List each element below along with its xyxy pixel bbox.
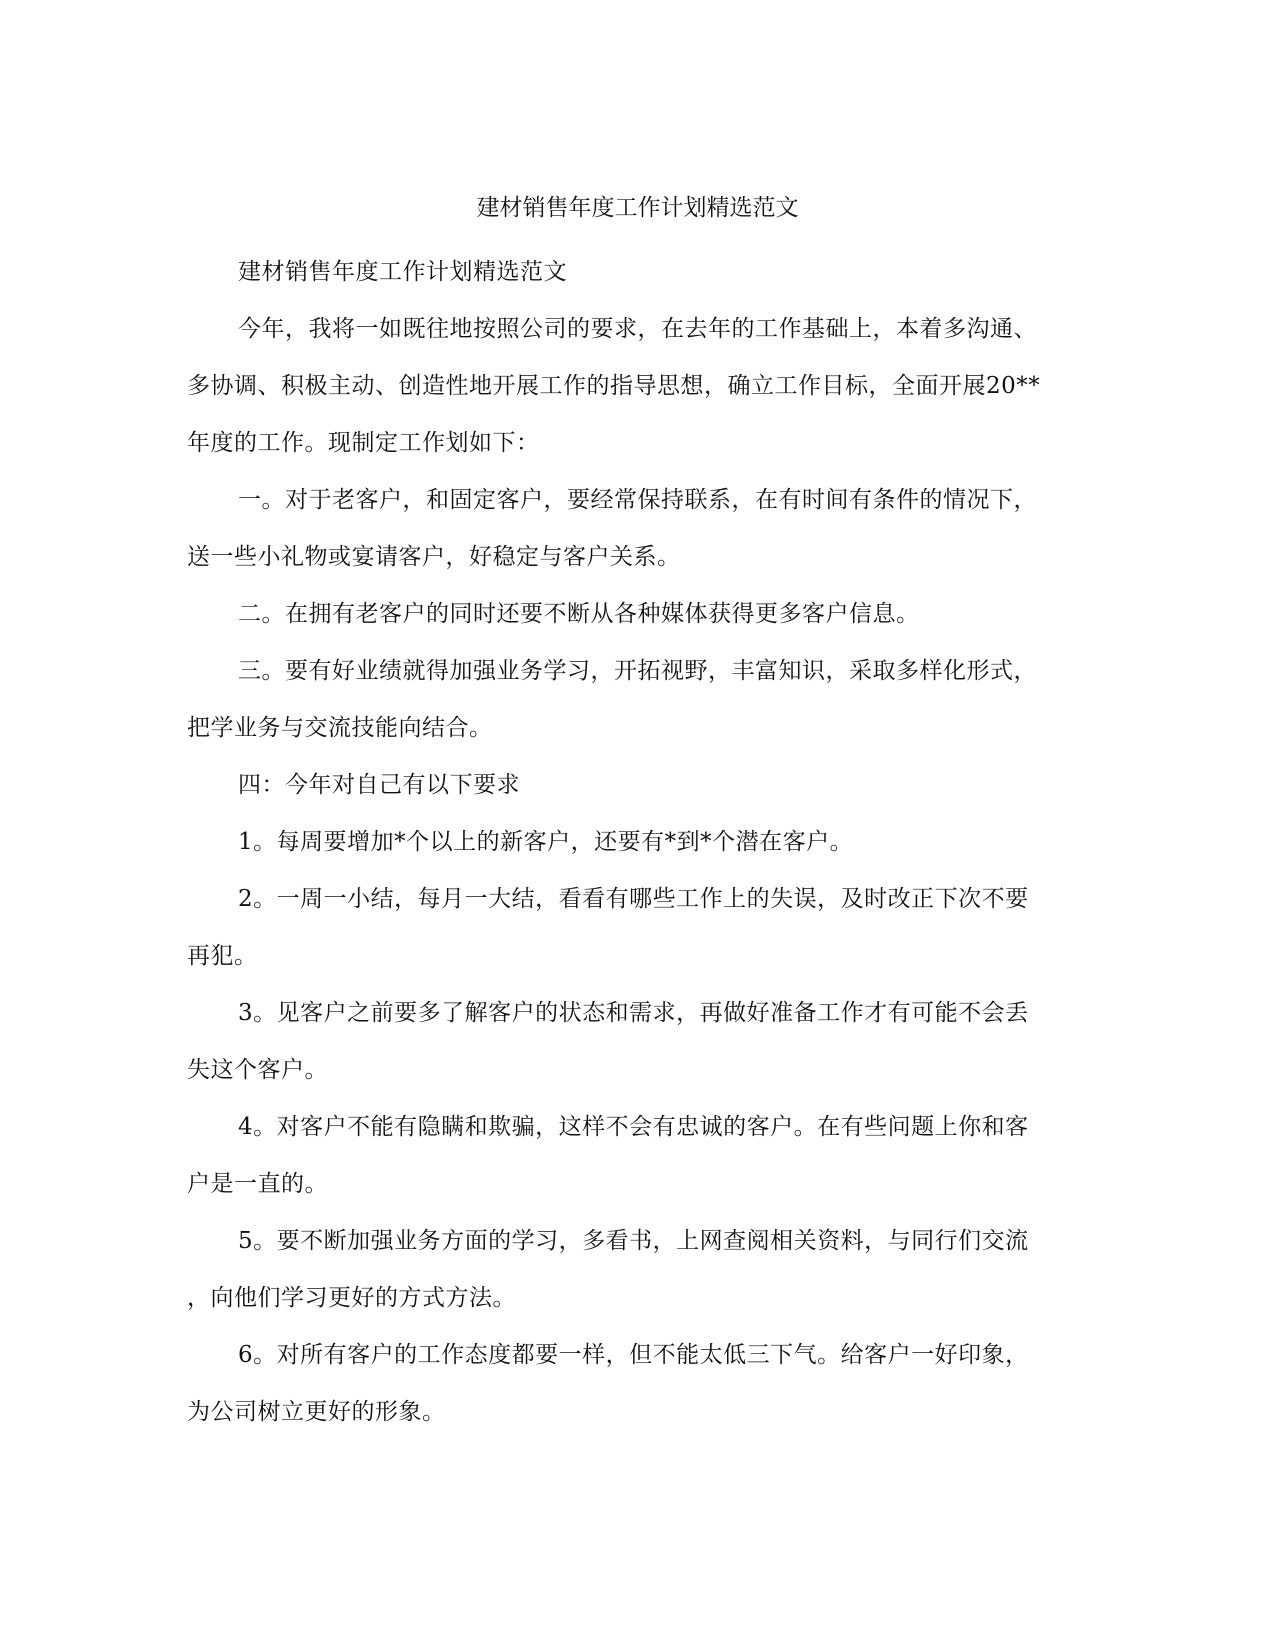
paragraph-line: 一。对于老客户，和固定客户，要经常保持联系，在有时间有条件的情况下， bbox=[238, 487, 1037, 513]
paragraph-line: 3。见客户之前要多了解客户的状态和需求，再做好准备工作才有可能不会丢 bbox=[238, 1000, 1029, 1026]
paragraph-line: 送一些小礼物或宴请客户，好稳定与客户关系。 bbox=[187, 544, 681, 570]
paragraph-line: 多协调、积极主动、创造性地开展工作的指导思想，确立工作目标，全面开展20** bbox=[187, 373, 1041, 399]
paragraph-line: 三。要有好业绩就得加强业务学习，开拓视野，丰富知识，采取多样化形式， bbox=[238, 658, 1037, 684]
paragraph-line: 再犯。 bbox=[187, 943, 258, 969]
paragraph-line: 1。每周要增加*个以上的新客户，还要有*到*个潜在客户。 bbox=[238, 829, 854, 855]
paragraph-line: 今年，我将一如既往地按照公司的要求，在去年的工作基础上，本着多沟通、 bbox=[238, 316, 1037, 342]
paragraph-line: 年度的工作。现制定工作划如下： bbox=[187, 430, 540, 456]
paragraph-line: ，向他们学习更好的方式方法。 bbox=[187, 1285, 516, 1311]
paragraph-line: 建材销售年度工作计划精选范文 bbox=[238, 259, 567, 285]
paragraph-line: 把学业务与交流技能向结合。 bbox=[187, 715, 493, 741]
paragraph-line: 二。在拥有老客户的同时还要不断从各种媒体获得更多客户信息。 bbox=[238, 601, 920, 627]
paragraph-line: 4。对客户不能有隐瞒和欺骗，这样不会有忠诚的客户。在有些问题上你和客 bbox=[238, 1114, 1029, 1140]
paragraph-line: 5。要不断加强业务方面的学习，多看书，上网查阅相关资料，与同行们交流 bbox=[238, 1228, 1029, 1254]
paragraph-line: 四：今年对自己有以下要求 bbox=[238, 772, 520, 798]
paragraph-line: 失这个客户。 bbox=[187, 1057, 328, 1083]
paragraph-line: 为公司树立更好的形象。 bbox=[187, 1399, 446, 1425]
paragraph-line: 6。对所有客户的工作态度都要一样，但不能太低三下气。给客户一好印象， bbox=[238, 1342, 1029, 1368]
paragraph-line: 户是一直的。 bbox=[187, 1171, 328, 1197]
document-title: 建材销售年度工作计划精选范文 bbox=[476, 195, 799, 221]
paragraph-line: 2。一周一小结，每月一大结，看看有哪些工作上的失误，及时改正下次不要 bbox=[238, 886, 1029, 912]
